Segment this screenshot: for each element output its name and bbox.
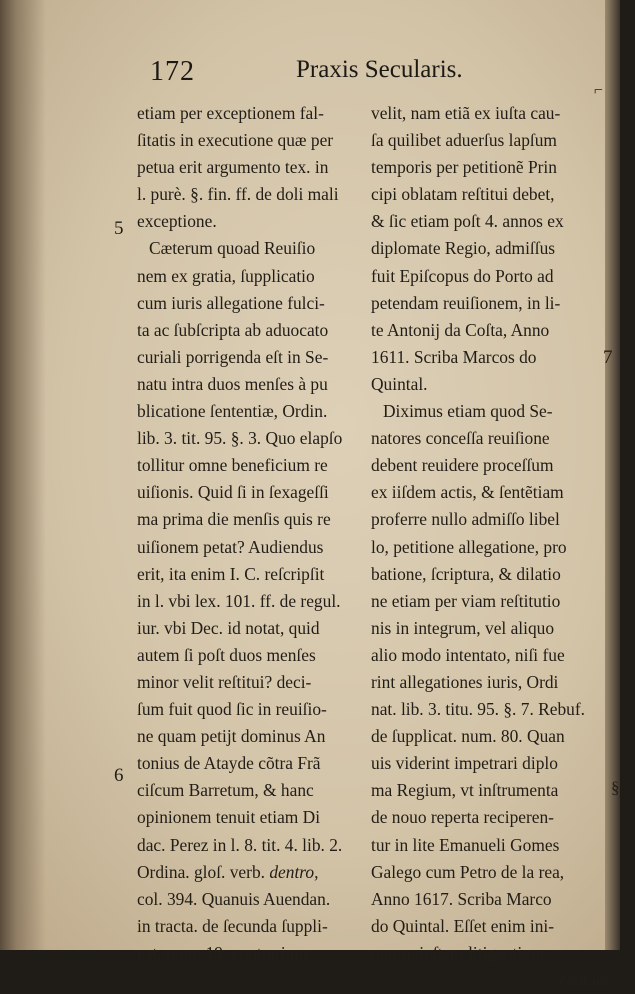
- text-line: cipi oblatam reſtitui debet,: [371, 184, 555, 205]
- catchword: cauſam: [558, 970, 609, 990]
- text-line: ſa quilibet aduerſus lapſum: [371, 130, 557, 151]
- text-segment: Ordina. gloſ. verb.: [137, 861, 265, 882]
- text-line: uis viderint impetrari diplo: [371, 753, 558, 774]
- text-line: rint allegationes iuris, Ordi: [371, 671, 559, 692]
- text-line: exceptione.: [137, 211, 217, 232]
- binding-gutter: [0, 0, 46, 950]
- text-line: ne quam petijt dominus An: [137, 726, 326, 747]
- text-line: blicatione ſententiæ, Ordin.: [137, 401, 328, 422]
- text-line: Cæterum quoad Reuiſio: [149, 238, 316, 259]
- text-line: ſitatis in executione quæ per: [137, 130, 334, 151]
- left-text-column: [137, 100, 369, 967]
- page-header: [150, 56, 480, 90]
- text-line: petua erit argumento tex. in: [137, 157, 329, 178]
- text-line: ciſcum Barretum, & hanc: [137, 780, 314, 801]
- text-line: te Antonij da Coſta, Anno: [371, 319, 550, 340]
- corner-mark: ⌐: [594, 82, 604, 99]
- text-line: [137, 859, 369, 886]
- text-line: tur in lite Emanueli Gomes: [371, 834, 560, 855]
- text-line: uiſionis. Quid ſi in ſexageſſi: [137, 482, 329, 503]
- text-line: dac. Perez in l. 8. tit. 4. lib. 2.: [137, 834, 343, 855]
- text-line: nis in integrum, vel aliquo: [371, 617, 555, 638]
- text-line: nem ex gratia, ſupplicatio: [137, 265, 315, 286]
- text-line: 1611. Scriba Marcos do: [371, 346, 537, 367]
- italic-word: dentro,: [269, 861, 319, 882]
- text-line: ſum fuit quod ſic in reuiſio-: [137, 699, 327, 720]
- text-line: nat. lib. 3. titu. 95. §. 7. Rebuf.: [371, 699, 585, 720]
- text-line: l. purè. §. fin. ff. de doli mali: [137, 184, 339, 205]
- right-text-column: [371, 100, 609, 994]
- text-line: erit, ita enim I. C. reſcripſit: [137, 563, 325, 584]
- text-line: de ſupplicat. num. 80. Quan: [371, 726, 565, 747]
- text-line: & ſic etiam poſt 4. annos ex: [371, 211, 564, 232]
- margin-number-5: 5: [114, 218, 124, 239]
- text-line: alio modo intentato, niſi fue: [371, 644, 565, 665]
- text-line: cat. num. 19. contrarium: [137, 942, 308, 963]
- text-line: lo, petitione allegatione, pro: [371, 536, 567, 557]
- text-line: curiali porrigenda eſt in Se-: [137, 346, 329, 367]
- text-line: natu intra duos menſes à pu: [137, 373, 328, 394]
- margin-number-6: 6: [114, 765, 124, 786]
- text-line: col. 394. Quanuis Auendan.: [137, 888, 331, 909]
- text-line: uiſionem petat? Audiendus: [137, 536, 324, 557]
- text-line: Quintal.: [371, 373, 428, 394]
- text-line: fuit Epiſcopus do Porto ad: [371, 265, 554, 286]
- text-line: ma prima die menſis quis re: [137, 509, 331, 530]
- running-title: Praxis Secularis.: [296, 56, 463, 83]
- text-line: quum, iuſtam litigantium: [371, 942, 545, 963]
- text-line: temporis per petitionẽ Prin: [371, 157, 557, 178]
- text-line: debent reuidere proceſſum: [371, 455, 554, 476]
- text-line: lib. 3. tit. 95. §. 3. Quo elapſo: [137, 428, 343, 449]
- text-line: cum iuris allegatione fulci-: [137, 292, 325, 313]
- text-line: Diximus etiam quod Se-: [383, 401, 553, 422]
- text-line: etiam per exceptionem fal-: [137, 103, 324, 123]
- page-number: 172: [150, 56, 195, 87]
- text-line: natores conceſſa reuiſione: [371, 428, 550, 449]
- text-line: autem ſi poſt duos menſes: [137, 644, 316, 665]
- text-line: ma Regium, vt inſtrumenta: [371, 780, 559, 801]
- text-line: minor velit reſtitui? deci-: [137, 671, 312, 692]
- text-line: diplomate Regio, admiſſus: [371, 238, 556, 259]
- text-line: de nouo reperta reciperen-: [371, 807, 554, 828]
- margin-number-7: 7: [603, 347, 613, 368]
- text-line: opinionem tenuit etiam Di: [137, 807, 321, 828]
- text-line: petendam reuiſionem, in li-: [371, 292, 561, 313]
- text-line: in tracta. de ſecunda ſuppli-: [137, 915, 328, 936]
- text-line: in l. vbi lex. 101. ff. de regul.: [137, 590, 341, 611]
- text-line: tonius de Atayde cõtra Frã: [137, 753, 321, 774]
- text-line: Anno 1617. Scriba Marco: [371, 888, 552, 909]
- text-line: ne etiam per viam reſtitutio: [371, 590, 561, 611]
- text-line: ta ac ſubſcripta ab aduocato: [137, 319, 329, 340]
- text-line: ex iiſdem actis, & ſentẽtiam: [371, 482, 564, 503]
- text-line: tollitur omne beneficium re: [137, 455, 328, 476]
- text-line: proferre nullo admiſſo libel: [371, 509, 560, 530]
- margin-section-mark: §: [611, 778, 620, 797]
- text-line: do Quintal. Eſſet enim ini-: [371, 915, 555, 936]
- text-line: batione, ſcriptura, & dilatio: [371, 563, 561, 584]
- text-line: iur. vbi Dec. id notat, quid: [137, 617, 320, 638]
- text-line: velit, nam etiã ex iuſta cau-: [371, 103, 561, 123]
- text-line: Galego cum Petro de la rea,: [371, 861, 565, 882]
